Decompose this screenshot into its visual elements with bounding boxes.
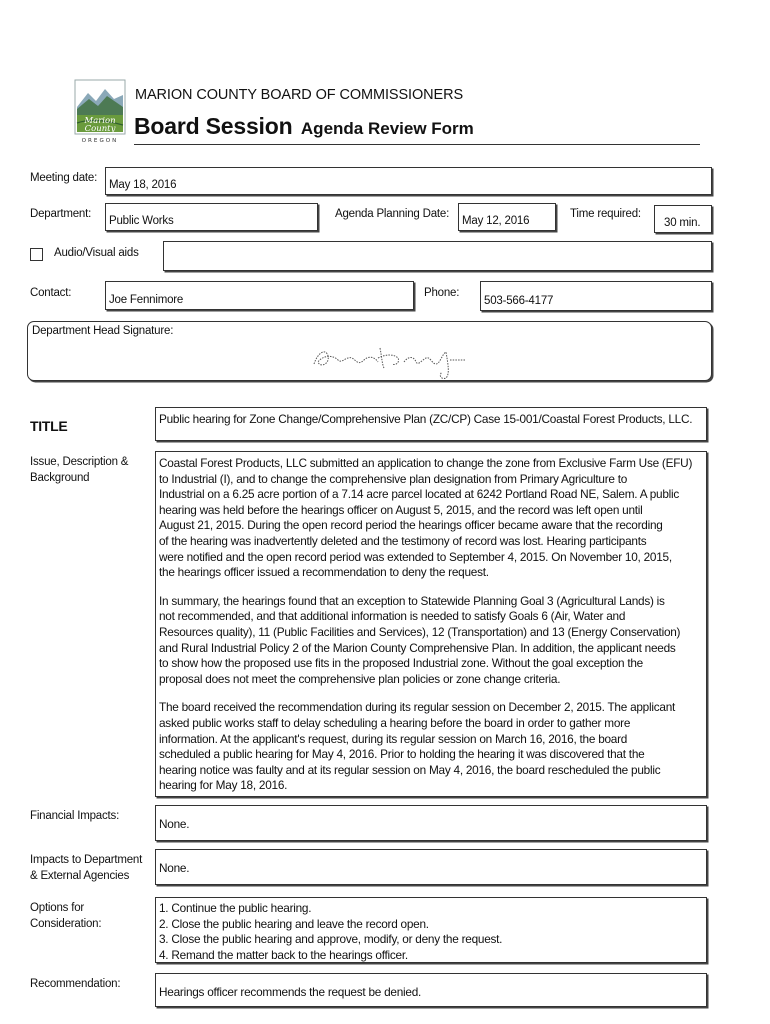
impacts-label: Impacts to Department & External Agencies [30, 854, 143, 882]
meeting-date-label: Meeting date: [30, 172, 98, 184]
agenda-planning-date-field[interactable] [458, 203, 556, 231]
form-title-main: Board Session [134, 113, 293, 139]
impacts-value: None. [159, 861, 190, 875]
phone-value: 503-566-4177 [484, 295, 554, 307]
time-required-field[interactable] [654, 205, 712, 233]
audio-visual-checkbox[interactable] [30, 248, 43, 261]
option-item: 2. Close the public hearing and leave the record open. [159, 916, 429, 931]
title-label: TITLE [30, 418, 68, 434]
title-box[interactable] [155, 407, 707, 441]
logo-emblem-icon [74, 79, 126, 145]
county-logo [74, 79, 126, 145]
issue-paragraph: In summary, the hearings found that an exception to Statewide Planning Goal 3 (Agricultural Lands) is not recommended, and that additional information is needed to satisfy Goals 6 (Air, Water and Resources quality), 11 (Public Facilities and Services), 12 (Transportation) and 13 (Energy Conservation) and Rural Industrial Policy 2 of the Marion County Comprehensive Plan. In addition, the applicant needs to show how the proposed use fits in the proposed Industrial zone. Without the goal exception the proposal does not meet the comprehensive plan policies or zone change criteria. [159, 593, 681, 686]
agenda-planning-date-value: May 12, 2016 [462, 215, 530, 227]
financial-impacts-box[interactable] [155, 805, 707, 841]
agenda-planning-date-label: Agenda Planning Date: [335, 208, 450, 220]
financial-impacts-label: Financial Impacts: [30, 810, 120, 822]
svg-text:County: County [84, 124, 116, 134]
signature-label: Department Head Signature: [32, 325, 174, 337]
meeting-date-field[interactable] [105, 167, 712, 195]
contact-field[interactable] [105, 281, 414, 310]
issue-label: Issue, Description & Background [30, 456, 129, 484]
department-field[interactable] [105, 203, 318, 231]
options-label: Options for Consideration: [30, 902, 102, 930]
time-required-value: 30 min. [664, 217, 701, 229]
issue-box[interactable] [155, 451, 707, 797]
signature-scribble-icon [308, 334, 478, 382]
time-required-label: Time required: [570, 208, 641, 220]
option-item: 4. Remand the matter back to the hearings officer. [159, 947, 408, 962]
meeting-date-value: May 18, 2016 [109, 179, 177, 191]
contact-label: Contact: [30, 287, 72, 299]
impacts-box[interactable] [155, 849, 707, 885]
recommendation-label: Recommendation: [30, 978, 121, 990]
form-title-sub: Agenda Review Form [300, 119, 474, 138]
svg-text:OREGON: OREGON [81, 138, 119, 144]
phone-field[interactable] [480, 281, 712, 311]
form-title [134, 113, 474, 140]
signature-box[interactable] [27, 321, 712, 381]
svg-text:Marion: Marion [84, 116, 116, 126]
title-value: Public hearing for Zone Change/Comprehensive Plan (ZC/CP) Case 15-001/Coastal Forest Products, LLC. [159, 412, 693, 426]
org-name: MARION COUNTY BOARD OF COMMISSIONERS [135, 87, 464, 103]
department-label: Department: [30, 208, 92, 220]
phone-label: Phone: [424, 287, 460, 299]
contact-value: Joe Fennimore [109, 294, 184, 306]
option-item: 1. Continue the public hearing. [159, 901, 312, 915]
recommendation-box[interactable] [155, 973, 707, 1007]
department-value: Public Works [109, 215, 174, 227]
audio-visual-label: Audio/Visual aids [54, 247, 139, 259]
title-rule [134, 144, 700, 145]
issue-paragraph: Coastal Forest Products, LLC submitted an application to change the zone from Exclusive Farm Use (EFU) to Industrial (I), and to change the comprehensive plan designation from Primary Agriculture to Industrial on a 6.25 acre portion of a 7.14 acre parcel located at 6242 Portland Road NE, Salem. A public hearing was held before the hearings officer on August 5, 2015, and the record was left open until August 21, 2015. During the open record period the hearings officer became aware that the recording of the hearing was inadvertently deleted and the testimony of record was lost. Hearing participants were notified and the open record period was extended to September 4, 2015. On November 10, 2015, the hearings officer issued a recommendation to deny the request. [159, 456, 693, 580]
issue-paragraph: The board received the recommendation during its regular session on December 2, 2015. The applicant asked public works staff to delay scheduling a hearing before the board in order to gather more information. At the applicant's request, during its regular session on March 16, 2016, the board scheduled a public hearing for May 4, 2016. Prior to holding the hearing it was discovered that the hearing notice was faulty and at its regular session on May 4, 2016, the board rescheduled the public hearing for May 18, 2016. [159, 700, 676, 793]
recommendation-value: Hearings officer recommends the request be denied. [159, 985, 422, 999]
audio-visual-field[interactable] [163, 241, 712, 271]
option-item: 3. Close the public hearing and approve, modify, or deny the request. [159, 932, 503, 947]
options-box[interactable] [155, 897, 707, 963]
financial-impacts-value: None. [159, 817, 190, 831]
